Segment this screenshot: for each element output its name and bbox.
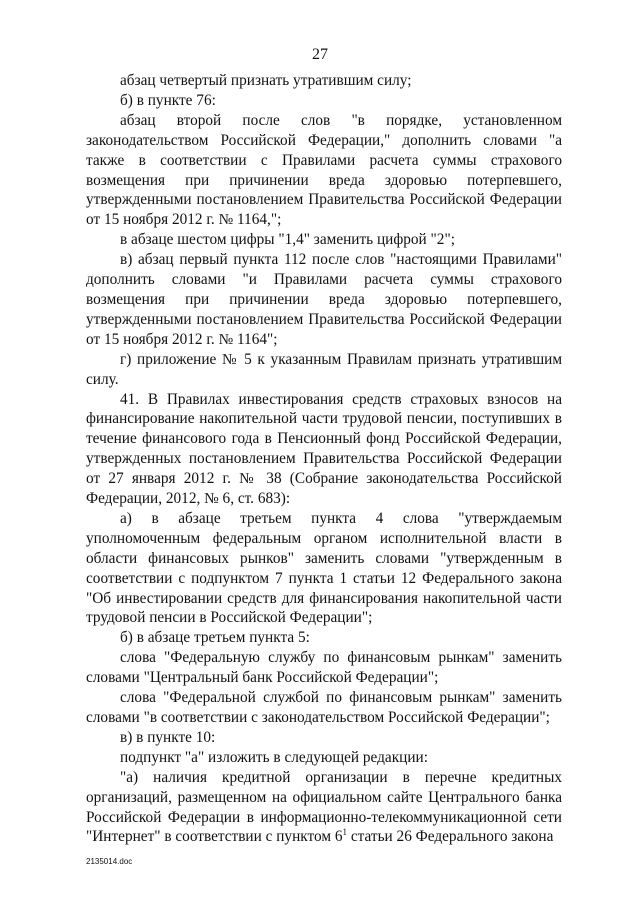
- paragraph: слова "Федеральной службой по финансовым рынкам" заменить словами "в соответствии с законодательством Российской Федерации";: [86, 689, 562, 726]
- paragraph: б) в абзаце третьем пункта 5:: [120, 629, 310, 647]
- paragraph-last-text: "а) наличия кредитной организации в перечне кредитных организаций, размещенном на официальном сайте Центрального банка Российской Федерации в информационно-телекоммуникационной сети "Интернет" в соответствии с пунктом 6: [86, 768, 562, 846]
- paragraph-last-tail: статьи 26 Федерального закона: [347, 828, 554, 846]
- footer-filename: 2135014.doc: [86, 857, 133, 866]
- paragraph-last: [86, 768, 562, 848]
- document-body: [86, 71, 562, 847]
- paragraph: б) в пункте 76:: [120, 91, 216, 109]
- paragraph: в) в пункте 10:: [120, 728, 216, 746]
- superscript: 1: [342, 827, 347, 838]
- paragraph: абзац второй после слов "в порядке, установленном законодательством Российской Федерации," дополнить словами "а также в соответствии с Правилами расчета суммы страхового возмещения при причинении вреда здоровью потерпевшего, утвержденными постановлением Правительства Российской Федерации от 15 ноября 2012 г. № 1164,";: [86, 111, 562, 229]
- paragraph: абзац четвертый признать утратившим силу;: [120, 72, 412, 89]
- paragraph: 41. В Правилах инвестирования средств страховых взносов на финансирование накопительной части трудовой пенсии, поступивших в течение финансового года в Пенсионный фонд Российской Федерации, утвержденных постановлением Правительства Российской Федерации от 27 января 2012 г. № 38 (Собрание законодательства Российской Федерации, 2012, № 6, ст. 683):: [86, 390, 562, 508]
- page-number: 27: [312, 46, 328, 63]
- paragraph: слова "Федеральную службу по финансовым рынкам" заменить словами "Центральный банк Российской Федерации";: [86, 649, 562, 687]
- paragraph: в абзаце шестом цифры "1,4" заменить цифрой "2";: [120, 231, 455, 249]
- paragraph: в) абзац первый пункта 112 после слов "настоящими Правилами" дополнить словами "и Правилами расчета суммы страхового возмещения при причинении вреда здоровью потерпевшего, утвержденными постановлением Правительства Российской Федерации от 15 ноября 2012 г. № 1164";: [86, 251, 562, 348]
- paragraph: подпункт "а" изложить в следующей редакции:: [120, 748, 428, 766]
- paragraph: г) приложение № 5 к указанным Правилам признать утратившим силу.: [86, 350, 562, 388]
- paragraph: а) в абзаце третьем пункта 4 слова "утверждаемым уполномоченным федеральным органом исполнительной власти в области финансовых рынков" заменить словами "утвержденным в соответствии с подпунктом 7 пункта 1 статьи 12 Федерального закона "Об инвестировании средств для финансирования накопительной части трудовой пенсии в Российской Федерации";: [86, 509, 562, 627]
